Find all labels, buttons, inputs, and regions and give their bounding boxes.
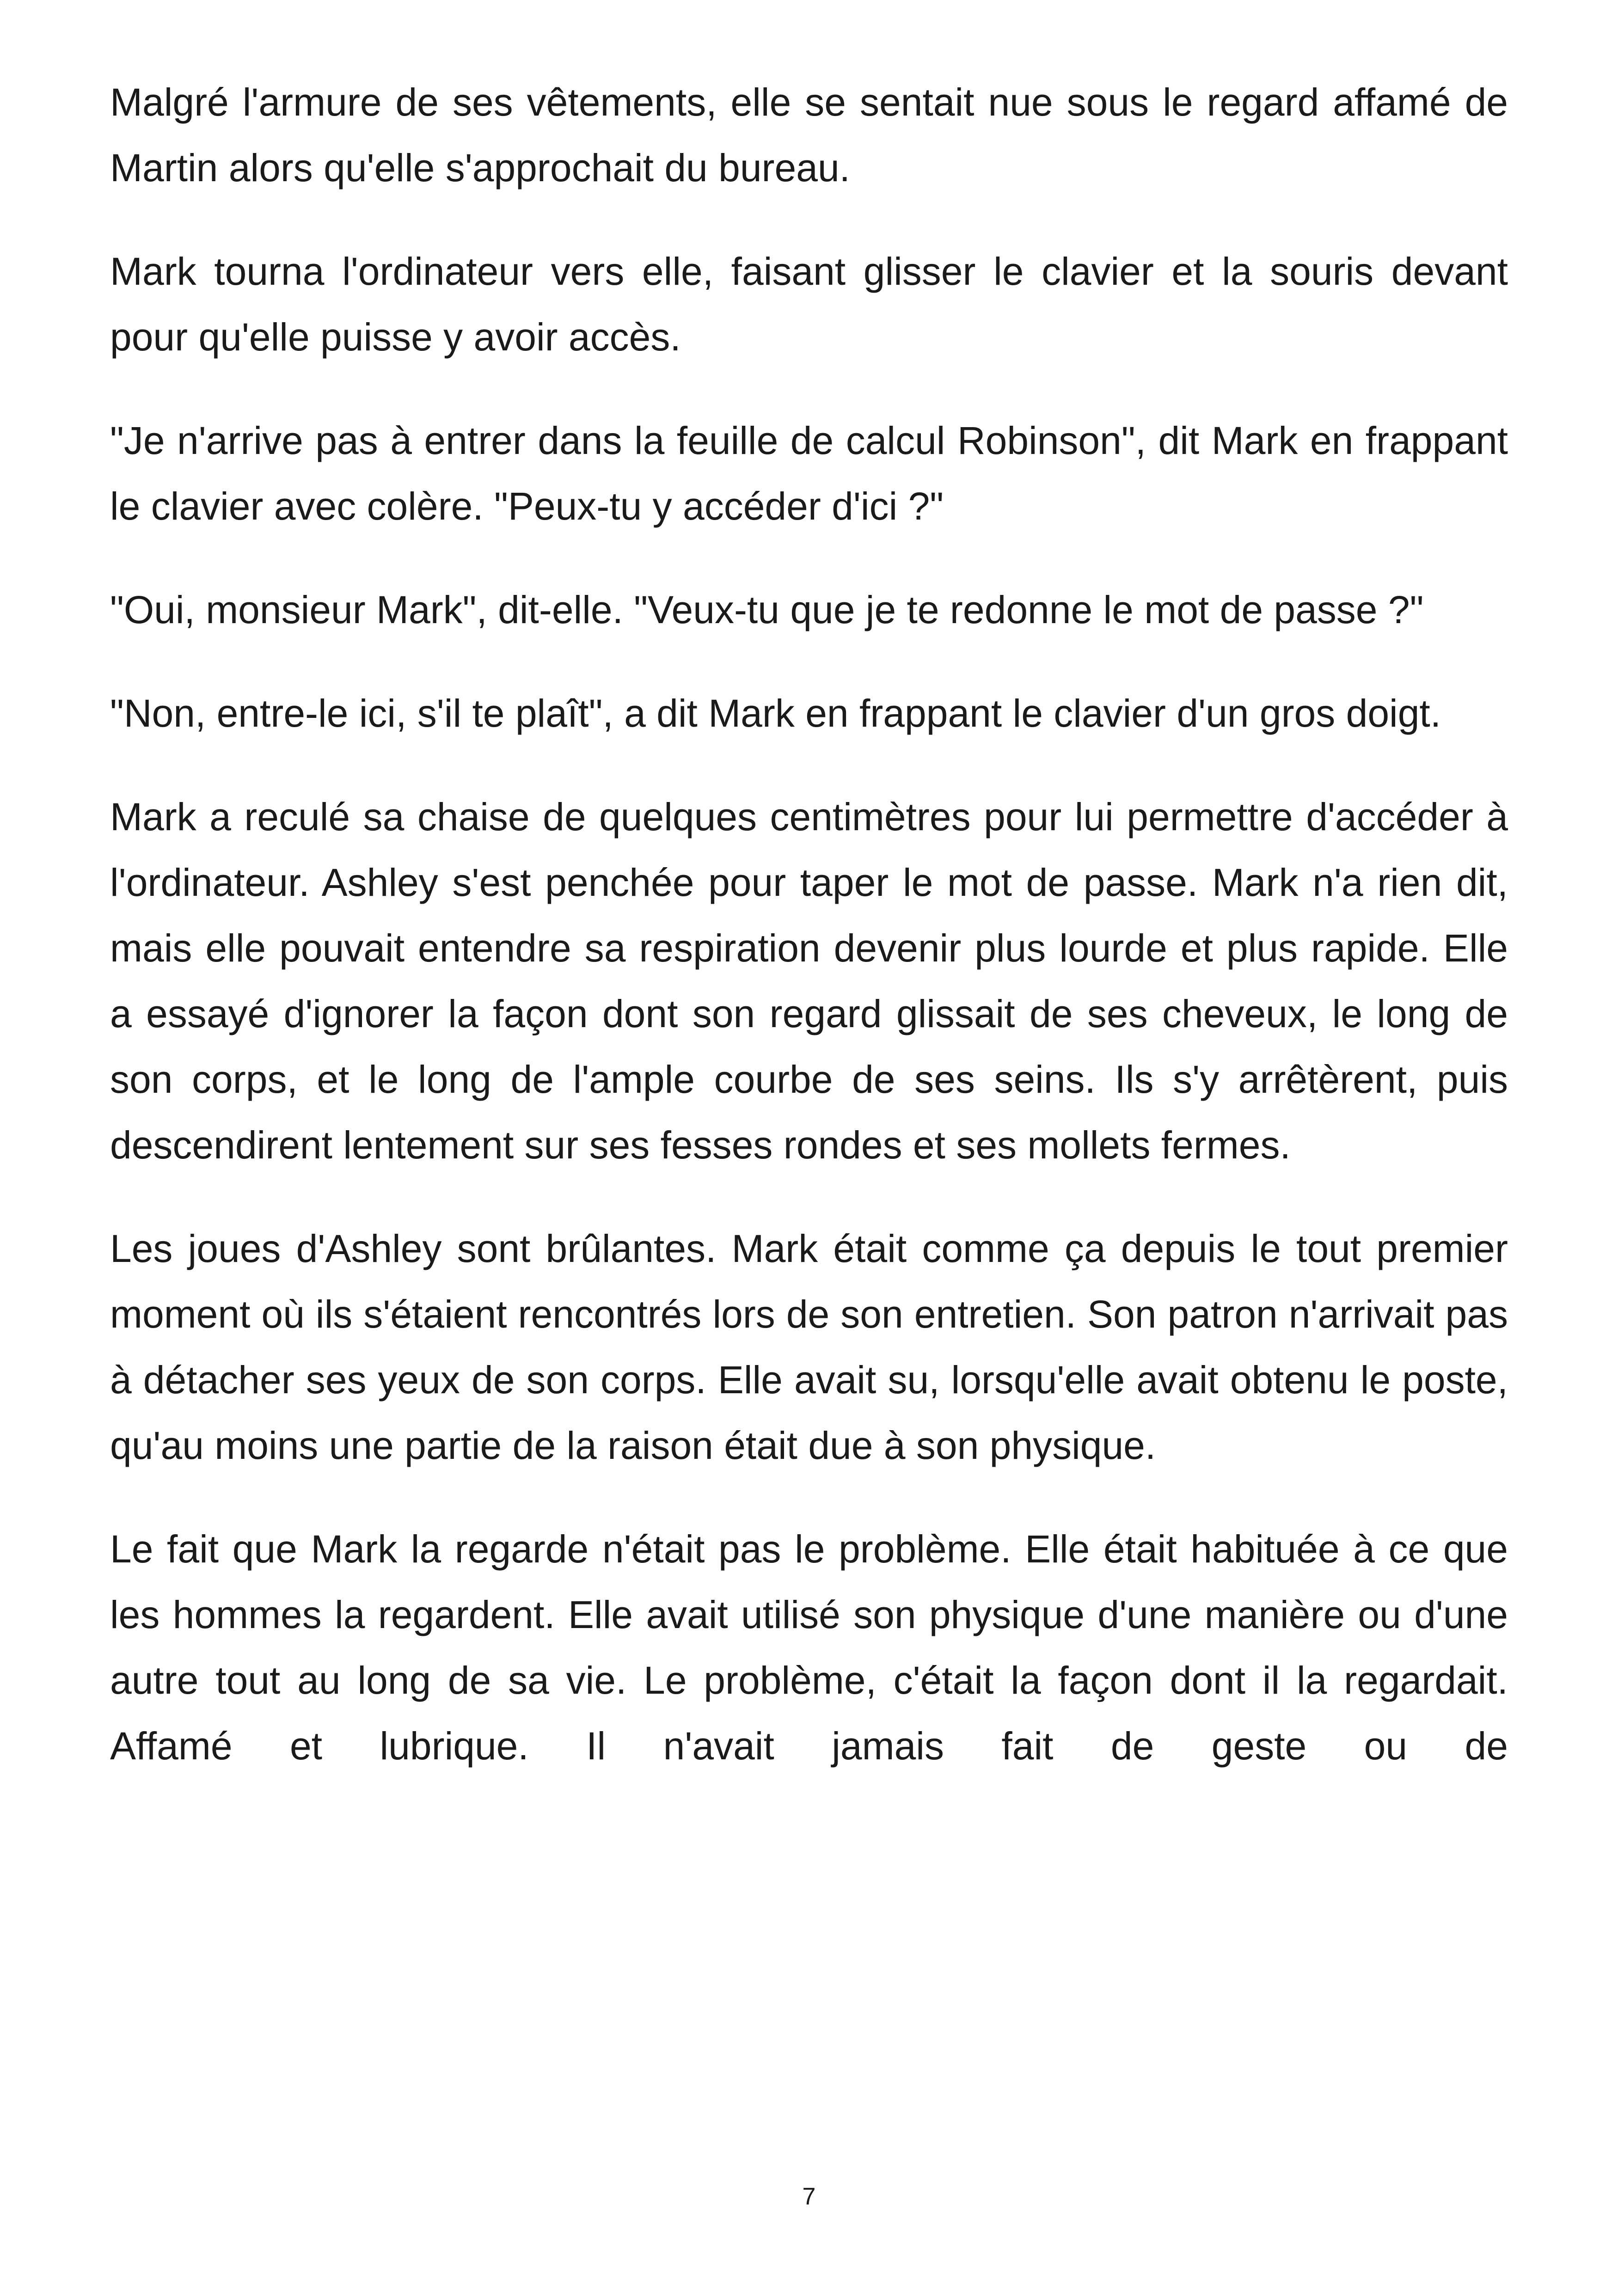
paragraph: "Je n'arrive pas à entrer dans la feuille de calcul Robinson", dit Mark en frappant le clavier avec colère. "Peux-tu y accéder d'ici ?" <box>110 419 1508 528</box>
page-number: 7 <box>802 2183 816 2210</box>
paragraph: "Oui, monsieur Mark", dit-elle. "Veux-tu que je te redonne le mot de passe ?" <box>110 588 1424 631</box>
paragraph: Malgré l'armure de ses vêtements, elle se sentait nue sous le regard affamé de Martin alors qu'elle s'approchait du bureau. <box>110 80 1508 190</box>
paragraph: Mark a reculé sa chaise de quelques centimètres pour lui permettre d'accéder à l'ordinateur. Ashley s'est penchée pour taper le mot de passe. Mark n'a rien dit, mais elle pouvait entendre sa respiration devenir plus lourde et plus rapide. Elle a essayé d'ignorer la façon dont son regard glissait de ses cheveux, le long de son corps, et le long de l'ample courbe de ses seins. Ils s'y arrêtèrent, puis descendirent lentement sur ses fesses rondes et ses mollets fermes. <box>110 795 1508 1167</box>
paragraph: Le fait que Mark la regarde n'était pas le problème. Elle était habituée à ce que les hommes la regardent. Elle avait utilisé son physique d'une manière ou d'une autre tout au long de sa vie. Le problème, c'était la façon dont il la regardait. Affamé et lubrique. Il n'avait jamais fait de geste ou de <box>110 1527 1508 1768</box>
document-body <box>110 69 1508 1817</box>
paragraph: Mark tourna l'ordinateur vers elle, faisant glisser le clavier et la souris devant pour qu'elle puisse y avoir accès. <box>110 250 1508 359</box>
paragraph: Les joues d'Ashley sont brûlantes. Mark était comme ça depuis le tout premier moment où ils s'étaient rencontrés lors de son entretien. Son patron n'arrivait pas à détacher ses yeux de son corps. Elle avait su, lorsqu'elle avait obtenu le poste, qu'au moins une partie de la raison était due à son physique. <box>110 1227 1508 1467</box>
paragraph: "Non, entre-le ici, s'il te plaît", a dit Mark en frappant le clavier d'un gros doigt. <box>110 692 1441 735</box>
